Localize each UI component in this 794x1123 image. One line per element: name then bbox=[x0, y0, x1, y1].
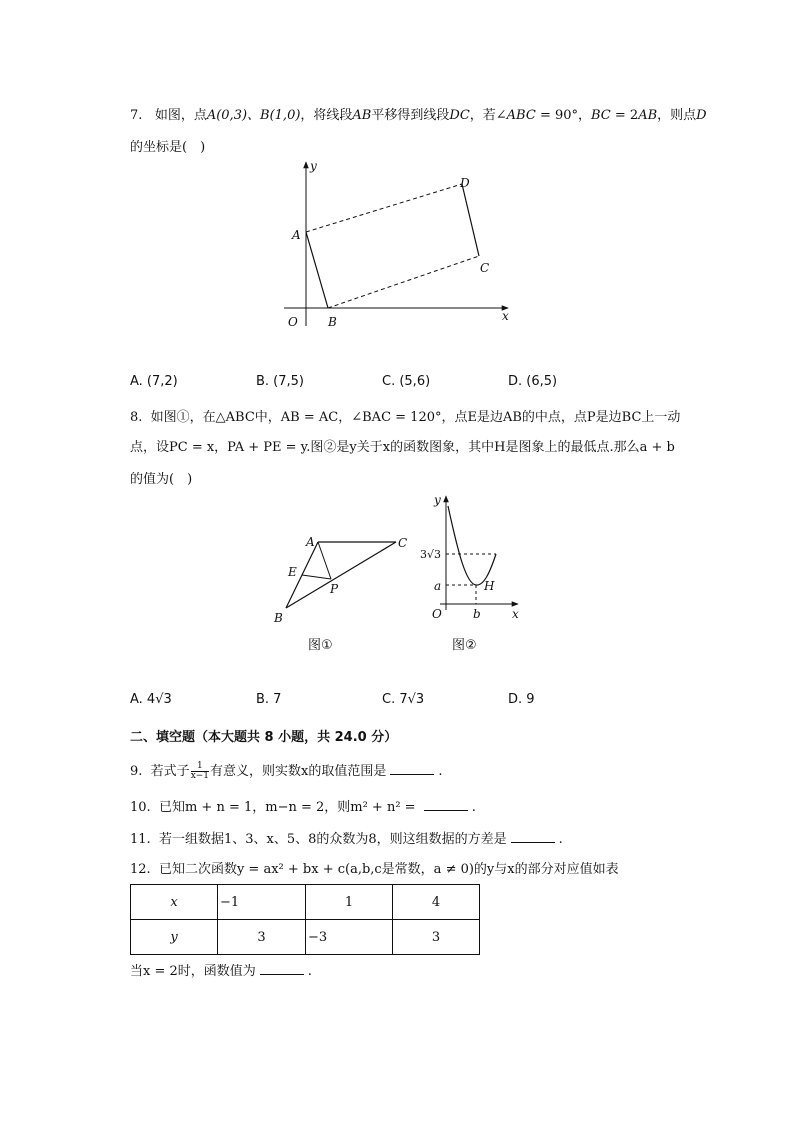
q11-answer-blank[interactable] bbox=[511, 832, 555, 843]
q10-text: 已知m + n = 1，m−n = 2，则m² + n² = bbox=[158, 800, 420, 815]
q8-fig2-label-a: a bbox=[434, 579, 442, 593]
q12-answer-blank[interactable] bbox=[260, 964, 304, 975]
q9-frac-num: 1 bbox=[191, 762, 209, 772]
q8-fig2-label-x: x bbox=[512, 607, 519, 621]
q7-text: 平移得到线段 bbox=[371, 108, 450, 123]
q12-line bbox=[130, 858, 619, 877]
table-cell: −3 bbox=[306, 920, 393, 955]
q8-fig1-pa bbox=[318, 542, 331, 579]
q12-text: 已知二次函数y = ax² + bx + c(a,b,c是常数，a ≠ 0)的y与x的部分对应值如表 bbox=[158, 862, 619, 877]
q8-figure-2 bbox=[418, 492, 528, 622]
q7-text: 如图，点 bbox=[154, 108, 207, 123]
q7-label-o: O bbox=[288, 315, 298, 329]
q7-text: D bbox=[696, 108, 707, 123]
q7-number: 7. bbox=[130, 108, 143, 123]
q7-text: AB bbox=[638, 108, 658, 123]
q7-label-c: C bbox=[480, 261, 490, 275]
table-row bbox=[131, 885, 480, 920]
q7-label-d: D bbox=[460, 176, 470, 190]
q8-fig2-label-h: H bbox=[484, 579, 495, 593]
q7-label-y: y bbox=[310, 159, 317, 173]
q7-option-c: C. (5,6) bbox=[382, 374, 431, 389]
q7-text: AB bbox=[352, 108, 372, 123]
q8-fig1-pe bbox=[302, 575, 331, 579]
q8-line2: 点，设PC = x，PA + PE = y.图②是y关于x的函数图象，其中H是图象上的最低点.那么a + b bbox=[130, 440, 675, 455]
q7-text: BC bbox=[591, 108, 611, 123]
q11-text: 若一组数据1、3、x、5、8的众数为8，则这组数据的方差是 bbox=[158, 832, 507, 847]
q8-option-b: B. 7 bbox=[256, 692, 282, 707]
q7-text: DC bbox=[449, 108, 470, 123]
q12-after-text: 当x = 2时，函数值为 bbox=[130, 964, 256, 979]
q7-option-b: B. (7,5) bbox=[256, 374, 305, 389]
q12-value-table bbox=[130, 884, 480, 955]
q7-text: = 2 bbox=[610, 108, 639, 123]
q7-line1 bbox=[130, 104, 707, 123]
table-row bbox=[131, 920, 480, 955]
q7-label-b: B bbox=[328, 315, 337, 329]
q9-fraction bbox=[191, 762, 209, 781]
q8-fig2-label-3root3: 3√3 bbox=[420, 548, 442, 561]
q11-tail: . bbox=[558, 832, 563, 847]
q10-line bbox=[130, 796, 476, 815]
q7-dashed-ad bbox=[306, 184, 462, 232]
q8-option-c: C. 7√3 bbox=[382, 692, 425, 707]
q7-line2: 的坐标是( ) bbox=[130, 140, 206, 155]
q7-option-a: A. (7,2) bbox=[130, 374, 178, 389]
table-cell: 1 bbox=[306, 885, 393, 920]
q8-fig1-label-c: C bbox=[398, 536, 408, 550]
q8-line3: 的值为( ) bbox=[130, 472, 193, 487]
q9-tail: . bbox=[438, 764, 443, 779]
section-title: 二、填空题（本大题共 8 小题，共 24.0 分） bbox=[130, 730, 398, 745]
q7-text: A(0,3)、B(1,0) bbox=[206, 108, 301, 123]
q9-text: 有意义，则实数x的取值范围是 bbox=[210, 764, 387, 779]
q12-after-line bbox=[130, 960, 312, 979]
q8-line1 bbox=[130, 406, 680, 425]
q9-text: 若式子 bbox=[150, 764, 190, 779]
table-cell: −1 bbox=[218, 885, 306, 920]
q8-fig2-label-o: O bbox=[432, 607, 442, 621]
table-cell: 3 bbox=[218, 920, 306, 955]
q7-text: ，则点 bbox=[657, 108, 697, 123]
q11-number: 11. bbox=[130, 832, 151, 847]
q8-fig1-label-p: P bbox=[330, 582, 339, 596]
q8-fig1-caption: 图① bbox=[308, 638, 333, 653]
q10-answer-blank[interactable] bbox=[424, 800, 468, 811]
q8-fig1-label-a: A bbox=[306, 535, 315, 549]
table-cell: y bbox=[131, 920, 218, 955]
q10-tail: . bbox=[471, 800, 476, 815]
q12-tail: . bbox=[307, 964, 312, 979]
q7-dashed-bc bbox=[328, 256, 479, 308]
q9-answer-blank[interactable] bbox=[390, 764, 434, 775]
q9-line bbox=[130, 760, 443, 781]
q8-fig2-caption: 图② bbox=[452, 638, 477, 653]
q11-line bbox=[130, 828, 563, 847]
q7-text: ，将线段 bbox=[300, 108, 353, 123]
q8-fig1-label-e: E bbox=[288, 565, 297, 579]
q7-label-a: A bbox=[292, 228, 301, 242]
q7-label-x: x bbox=[502, 309, 509, 323]
q8-fig2-curve bbox=[448, 506, 496, 585]
q7-figure bbox=[280, 156, 520, 336]
table-cell: x bbox=[131, 885, 218, 920]
q9-number: 9. bbox=[130, 764, 143, 779]
q7-text: ABC bbox=[506, 108, 536, 123]
q7-text: ，若∠ bbox=[469, 108, 507, 123]
q8-option-d: D. 9 bbox=[508, 692, 535, 707]
q7-segment-ab bbox=[306, 232, 328, 308]
q8-number: 8. bbox=[130, 410, 143, 425]
q7-text: = 90°， bbox=[535, 108, 592, 123]
q12-number: 12. bbox=[130, 862, 151, 877]
table-cell: 4 bbox=[393, 885, 480, 920]
q8-fig2-label-b: b bbox=[473, 607, 481, 621]
q8-figure-1 bbox=[268, 530, 418, 630]
q8-fig1-label-b: B bbox=[274, 611, 283, 625]
q8-fig2-label-y: y bbox=[434, 493, 441, 507]
table-cell: 3 bbox=[393, 920, 480, 955]
q7-option-d: D. (6,5) bbox=[508, 374, 558, 389]
q7-segment-dc bbox=[462, 184, 479, 256]
q8-text: 如图①，在△ABC中，AB = AC，∠BAC = 120°，点E是边AB的中点，点P是边BC上一动 bbox=[150, 410, 681, 425]
q10-number: 10. bbox=[130, 800, 151, 815]
q9-frac-den: x−1 bbox=[190, 771, 210, 781]
q8-option-a: A. 4√3 bbox=[130, 692, 172, 707]
